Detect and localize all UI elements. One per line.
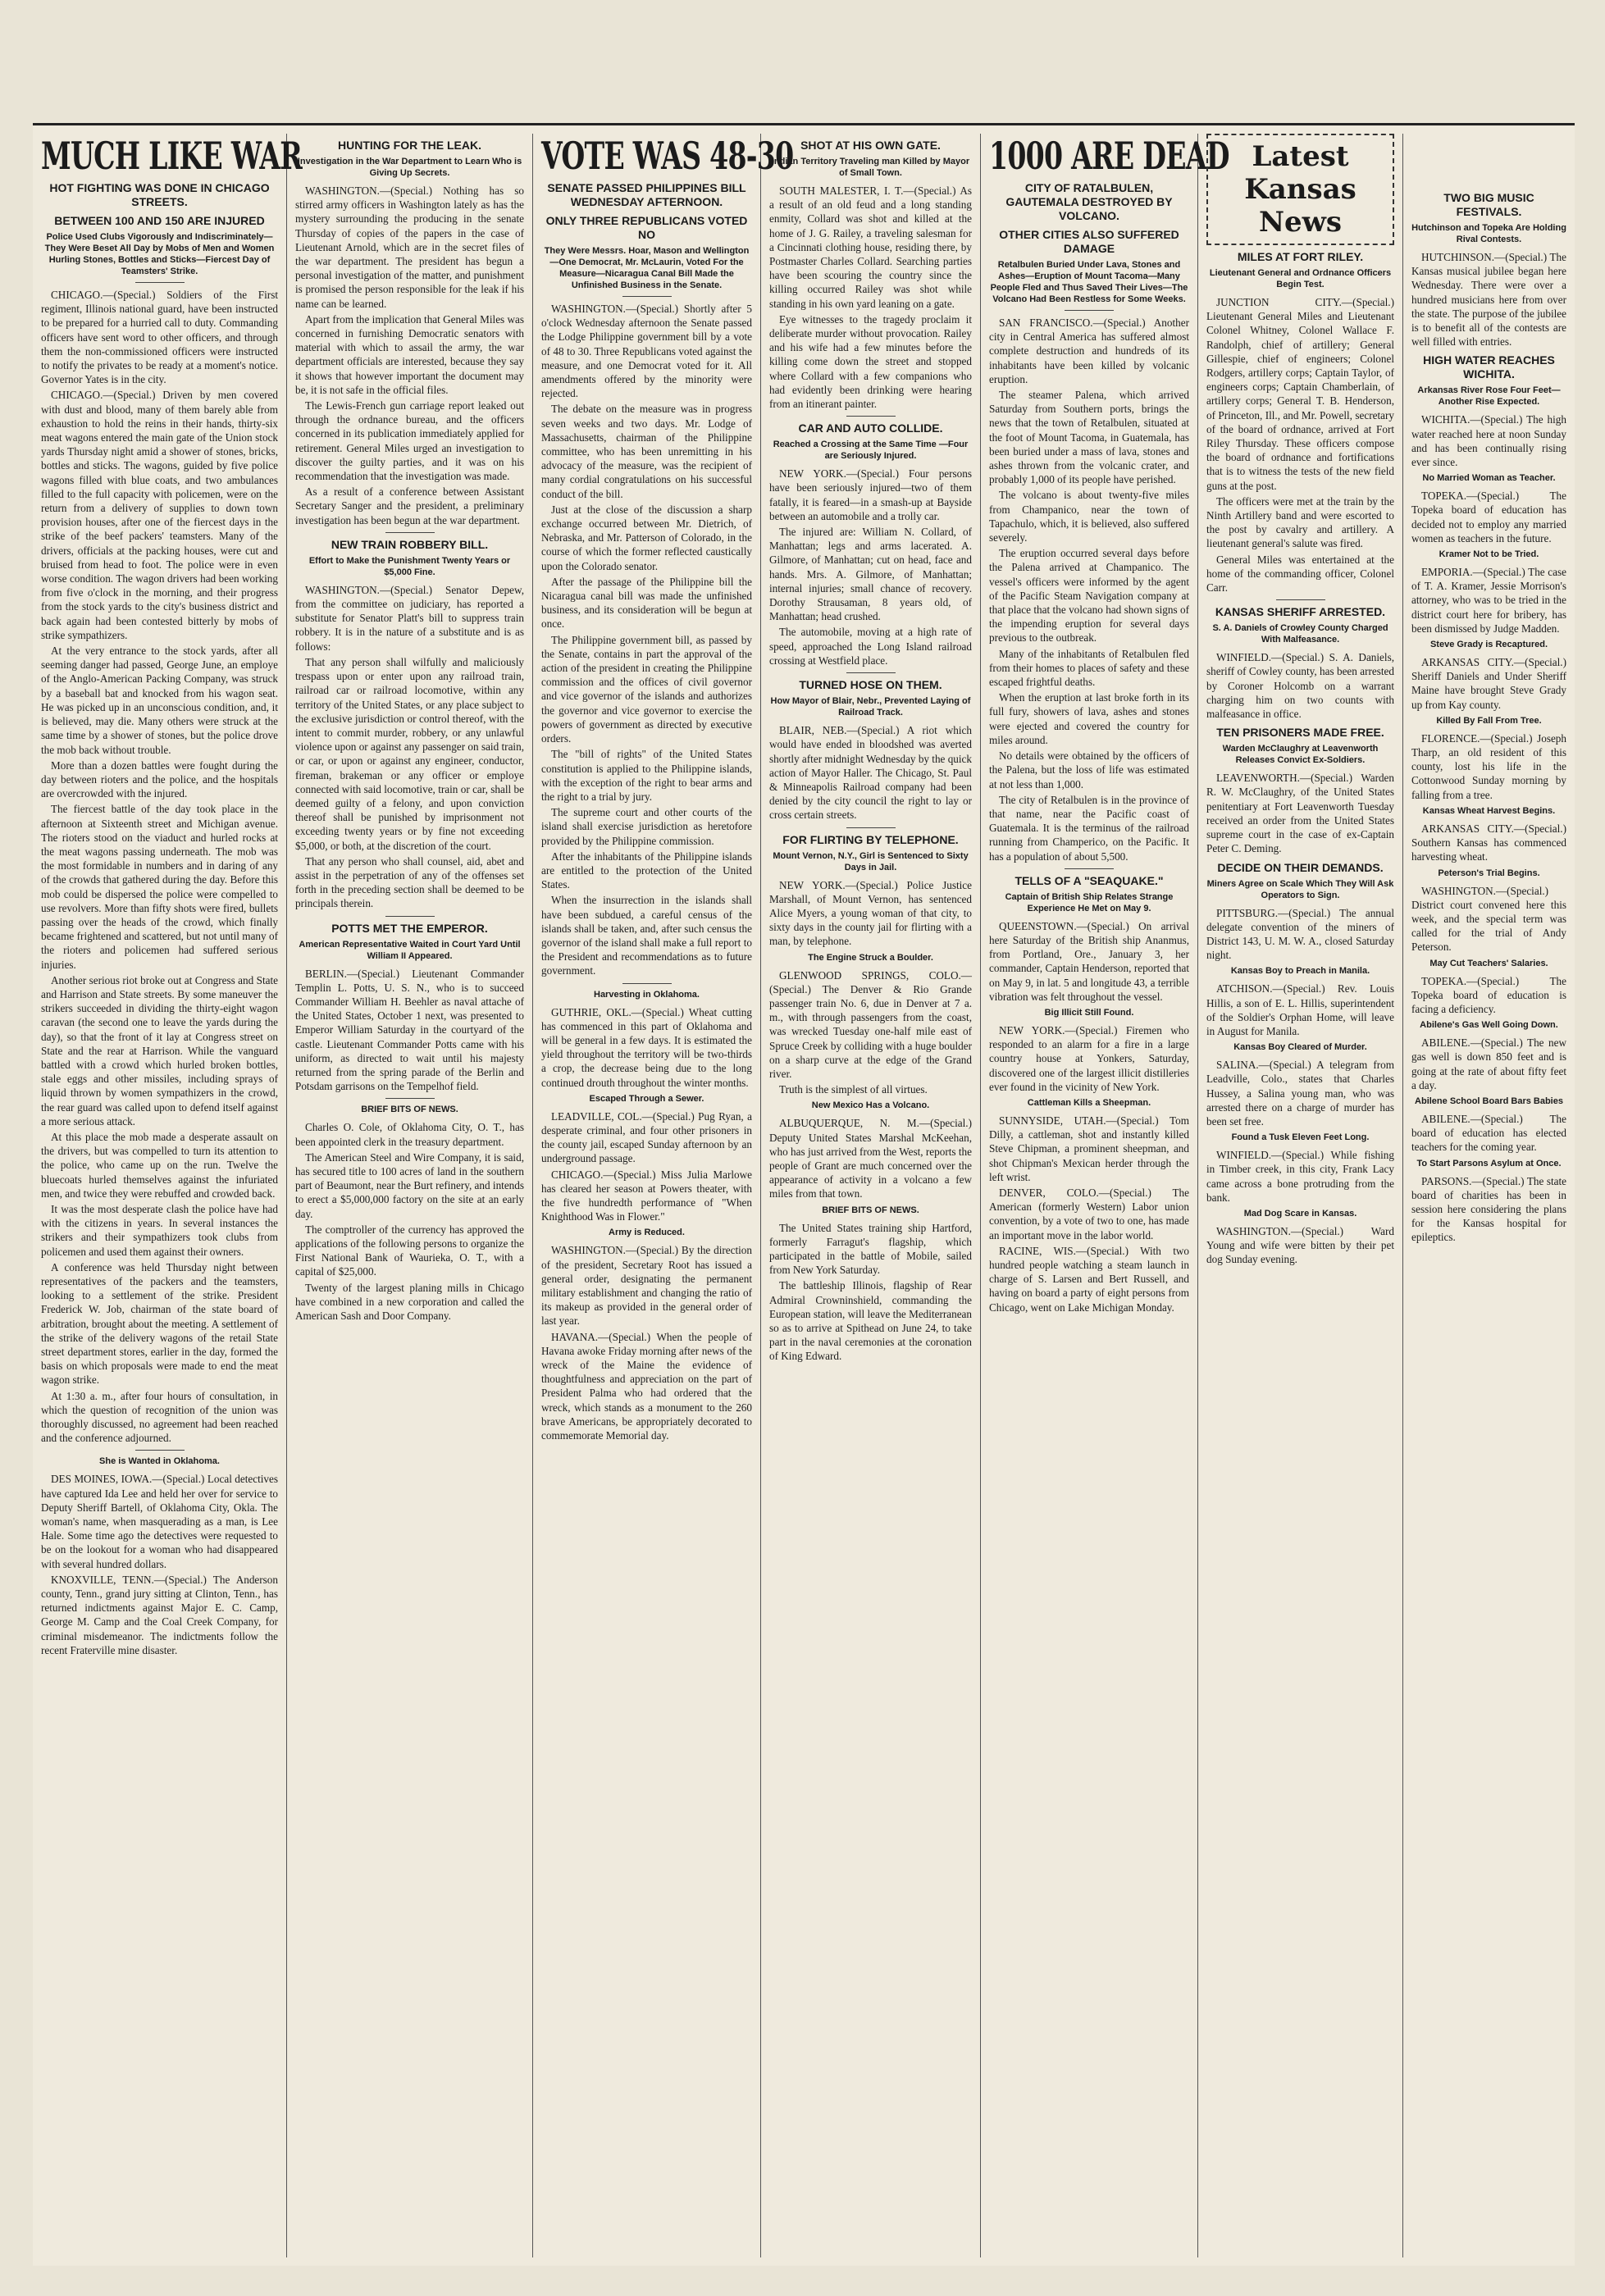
deck: Arkansas River Rose Four Feet—Another Rise Expected. <box>1417 385 1561 408</box>
paragraph: SAN FRANCISCO.—(Special.) Another city in Central America has suffered almost complete destruction and hundreds of its inhabitants have been killed by volcanic eruption. <box>989 317 1189 385</box>
paragraph: GLENWOOD SPRINGS, COLO.—(Special.) The Denver & Rio Grande passenger train No. 6, due in Denver at 7 a. m., with through passengers from the coast, was wrecked Tuesday one-half mile east of Spruce Creek by colliding with a huge boulder on a sharp curve at the edge of the Grand river. <box>769 968 972 1080</box>
column-7 <box>1403 134 1575 2257</box>
paragraph: WINFIELD.—(Special.) While fishing in Timber creek, in this city, Frank Lacy came across a bone protruding from the bank. <box>1206 1149 1394 1204</box>
divider <box>1276 599 1325 600</box>
paragraph: The debate on the measure was in progress seven weeks and two days. Mr. Lodge of Massachusetts, chairman of the Philippine committee, who has been unremitting in his advocacy of the measure, was the recipient of many cordial congratulations on his successful conduct of the bill. <box>541 403 752 500</box>
divider <box>385 1098 435 1099</box>
headline-much-like-war: MUCH LIKE WAR <box>41 134 303 178</box>
deck: OTHER CITIES ALSO SUFFERED DAMAGE <box>999 228 1179 255</box>
paragraph: When the eruption at last broke forth in its full fury, showers of lava, ashes and stones were ejected and covered the country for miles around. <box>989 691 1189 746</box>
deck: Police Used Clubs Vigorously and Indiscriminately—They Were Beset All Day by Mobs of Men and Women Hurling Stones, Bottles and Sticks—Fiercest Day of Teamsters' Strike. <box>44 232 275 276</box>
paragraph: The United States training ship Hartford, formerly Farragut's flagship, which participated in the battle of Mobile, sailed from New York Saturday. <box>769 1221 972 1277</box>
paragraph: The Philippine government bill, as passed by the Senate, contains in part the approval of the action of the president in creating the Philippine commission and the offices of civil governor and vice governor of the islands and authorizes the governor and vice governor to exercise the powers of government as directed by executive orders. <box>541 633 752 745</box>
paragraph: RACINE, WIS.—(Special.) With two hundred people watching a steam launch in charge of S. Larsen and Bert Russell, and having on board a party of eight persons from Chicago, went on Lake Michigan Monday. <box>989 1244 1189 1314</box>
paragraph: ATCHISON.—(Special.) Rev. Louis Hillis, a son of E. L. Hillis, superintendent of the Soldier's Orphan Home, will leave in August for Manila. <box>1206 982 1394 1037</box>
paragraph: When the insurrection in the islands shall have been subdued, a careful census of the islands shall be taken, and, after such census the governor of the island shall make a full report to the President and recommendations as to future government. <box>541 894 752 977</box>
paragraph: HUTCHINSON.—(Special.) The Kansas musical jubilee began here Wednesday. There were over a hundred musicians here from over the state. The purpose of the jubilee is to benefit all of the contests are well filled with entries. <box>1411 251 1566 348</box>
subhead: BRIEF BITS OF NEWS. <box>361 1105 458 1115</box>
paragraph: WASHINGTON.—(Special.) By the direction of the president, Secretary Root has issued a general order, designating the permanent military establishment and changing the ratio of its makeup as provided in the general order of last year. <box>541 1244 752 1328</box>
subhead: BRIEF BITS OF NEWS. <box>822 1205 919 1215</box>
divider <box>846 827 896 828</box>
paragraph: ARKANSAS CITY.—(Special.) Sheriff Daniels and Under Sheriff Maine have brought Steve Grady up from Kay county. <box>1411 656 1566 711</box>
column-4 <box>761 134 981 2257</box>
paragraph: WASHINGTON.—(Special.) Shortly after 5 o'clock Wednesday afternoon the Senate passed the Lodge Philippine government bill by a vote of 48 to 30. Three Republicans voted against the measure, and one Democrat voted for it. All amendments offered by the minority were rejected. <box>541 303 752 400</box>
paragraph: At 1:30 a. m., after four hours of consultation, in which the question of recognition of the union was thoroughly discussed, no agreement had been reached and the conference adjourned. <box>41 1389 278 1445</box>
paragraph: WASHINGTON.—(Special.) Nothing has so stirred army officers in Washington lately as has the mystery surrounding the producing in the senate Thursday of copies of the papers in the case of Lieutenant Arnold, which are in the secret files of the war department. The president has begun a personal investigation of the matter, and punishment is promised the person responsible for the leak if his name can be learned. <box>295 184 524 310</box>
paragraph: ARKANSAS CITY.—(Special.) Southern Kansas has commenced harvesting wheat. <box>1411 822 1566 863</box>
column-2 <box>287 134 533 2257</box>
paragraph: CHICAGO.—(Special.) Miss Julia Marlowe has cleared her season at Powers theater, with the five hundredth performance of "When Knighthood Was in Flower." <box>541 1168 752 1223</box>
divider <box>846 416 896 417</box>
paragraph: The injured are: William N. Collard, of Manhattan; legs and arms lacerated. A. Gilmore, of Manhattan; cut on head, face and hands. Mrs. A. Gilmore, of Manhattan; internal injuries; small chance of recovery. Dorothy Strausaman, 8 years old, of Manhattan; head crushed. <box>769 526 972 623</box>
paragraph: Twenty of the largest planing mills in Chicago have combined in a new corporation and called the American Sash and Door Company. <box>295 1281 524 1323</box>
column-3 <box>533 134 794 2257</box>
subhead: Found a Tusk Eleven Feet Long. <box>1231 1132 1370 1143</box>
paragraph: The comptroller of the currency has approved the applications of the following persons to organize the First National Bank of Waurieka, O. T., with a capital of $25,000. <box>295 1223 524 1278</box>
subhead: TURNED HOSE ON THEM. <box>799 678 942 692</box>
paragraph: Another serious riot broke out at Congress and State and Harrison and State streets. By some maneuver the strikers succeeded in dividing the thirty-eight wagon caravan (the second one to leave the yards during the day), so that the front of it lay at Congress street on State and the rear at Harrison. While the vanguard battled with a crowd which hurled broken bottles, stale eggs and other missiles, including sprays of liquid thrown by women sympathizers in the crowd, the rear guard was called upon to defend itself against a more serious attack. <box>41 973 278 1128</box>
deck: Captain of British Ship Relates Strange Experience He Met on May 9. <box>1005 891 1174 913</box>
paragraph: The Lewis-French gun carriage report leaked out through the ordnance bureau, and the officers concerned in its publication immediately applied for retirement. General Miles urged an investigation to discover the guilty parties, and it was on his recommendation that the investigation was made. <box>295 399 524 483</box>
subhead: KANSAS SHERIFF ARRESTED. <box>1215 605 1386 619</box>
paragraph: ABILENE.—(Special.) The board of education has elected teachers for the coming year. <box>1411 1112 1566 1154</box>
subhead: New Mexico Has a Volcano. <box>811 1100 930 1111</box>
headline-hunting-for-leak: HUNTING FOR THE LEAK. <box>338 139 481 152</box>
subhead: Steve Grady is Recaptured. <box>1429 640 1548 650</box>
deck: Lieutenant General and Ordnance Officers Begin Test. <box>1209 268 1392 289</box>
paragraph: Many of the inhabitants of Retalbulen fled from their homes to places of safety and these escaped frightful deaths. <box>989 647 1189 689</box>
paragraph: HAVANA.—(Special.) When the people of Havana awoke Friday morning after news of the wreck of the Maine the evidence of thoughtfulness and appreciation on the part of President Palma who had ordered that the wreck, which stands as a monument to the 260 brave Americans, be appropriately decorated to commemorate Memorial day. <box>541 1330 752 1442</box>
paragraph: The eruption occurred several days before the Palena arrived at Champanico. The vessel's officers were informed by the agent of the Pacific Steam Navigation company at that place that the volcano had shown signs of the impending eruption for several days previous to the outbreak. <box>989 547 1189 645</box>
subhead: TELLS OF A "SEAQUAKE." <box>1015 873 1164 887</box>
deck: ONLY THREE REPUBLICANS VOTED NO <box>545 214 748 241</box>
deck: CITY OF RATALBULEN, GAUTEMALA DESTROYED BY VOLCANO. <box>1005 181 1173 222</box>
deck: Indian Territory Traveling man Killed by Mayor of Small Town. <box>771 157 970 178</box>
paragraph: FLORENCE.—(Special.) Joseph Tharp, an old resident of this county, lost his life in the Cottonwood Sunday morning by falling from a tree. <box>1411 731 1566 801</box>
subhead: Abilene's Gas Well Going Down. <box>1420 1020 1558 1031</box>
paragraph: WASHINGTON.—(Special.) Ward Young and wife were bitten by their pet dog Sunday evening. <box>1206 1224 1394 1266</box>
paragraph: SALINA.—(Special.) A telegram from Leadville, Colo., states that Charles Hussey, a Salina young man, who was arrested there on a charge of murder has been set free. <box>1206 1059 1394 1128</box>
paragraph: QUEENSTOWN.—(Special.) On arrival here Saturday of the British ship Ananmus, from Portland, Ore., January 3, her commander, Captain Henderson, reported that on May 9, in lat. 5 and longitude 43, a terrible vibration was felt throughout the vessel. <box>989 919 1189 1003</box>
subhead: NEW TRAIN ROBBERY BILL. <box>331 537 489 551</box>
subhead: No Married Woman as Teacher. <box>1422 473 1556 484</box>
paragraph: ALBUQUERQUE, N. M.—(Special.) Deputy United States Marshal McKeehan, who has just arrived from the West, reports the people of Grant are much concerned over the appearance of activity in a volcano a few miles from that town. <box>769 1117 972 1200</box>
subhead: Kansas Wheat Harvest Begins. <box>1422 805 1556 816</box>
paragraph: SUNNYSIDE, UTAH.—(Special.) Tom Dilly, a cattleman, shot and instantly killed Steve Chipman, a prominent sheepman, and shot Chipman's Mexican herder through the left wrist. <box>989 1114 1189 1183</box>
paragraph: After the passage of the Philippine bill the Nicaragua canal bill was made the unfinished business, and its consideration will be begun at once. <box>541 575 752 631</box>
paragraph: At the very entrance to the stock yards, after all seeming danger had passed, George June, an employe of the Anglo-American Packing Company, was struck by a baseball bat and knocked from his wagon seat. He was picked up in an unconscious condition, and, it is believed, may die. Many others were struck at the same time by a shower of stones, but the police drove the mob back without trouble. <box>41 645 278 756</box>
paragraph: The city of Retalbulen is in the province of that name, near the Pacific coast of Guatemala. It is the terminus of the railroad running from Champerico, on the Pacific. It has a population of about 5,500. <box>989 793 1189 863</box>
headline-shot-at-gate: SHOT AT HIS OWN GATE. <box>800 139 941 152</box>
subhead: POTTS MET THE EMPEROR. <box>331 921 488 935</box>
subhead: Mad Dog Scare in Kansas. <box>1243 1208 1357 1219</box>
paragraph: WICHITA.—(Special.) The high water reached here at noon Sunday and has been continually rising ever since. <box>1411 413 1566 469</box>
paragraph: SOUTH MALESTER, I. T.—(Special.) As a result of an old feud and a long standing enmity, Collard was shot and killed at the home of J. G. Railey, a traveling salesman for a Cincinnati clothing house, residing there, by Postmaster Charles Collard. Searching parties have been scouring the country since the killing occurred Railey was shot while standing in his own yard leaning on a gate. <box>769 184 972 310</box>
paragraph: General Miles was entertained at the home of the commanding officer, Colonel Carr. <box>1206 553 1394 594</box>
subhead: TEN PRISONERS MADE FREE. <box>1216 726 1384 740</box>
subhead: HIGH WATER REACHES WICHITA. <box>1423 353 1555 381</box>
paragraph: It was the most desperate clash the police have had with the citizens in years. In several instances the strikers and their sympathizers took clubs from policemen and used them against their owners. <box>41 1203 278 1258</box>
subhead: May Cut Teachers' Salaries. <box>1429 958 1548 968</box>
paragraph: Charles O. Cole, of Oklahoma City, O. T., has been appointed clerk in the treasury department. <box>295 1121 524 1148</box>
paragraph: Just at the close of the discussion a sharp exchange occurred between Mr. Dietrich, of Nebraska, and Mr. Patterson of Colorado, in the course of which the former reflected caustically upon the Colorado senator. <box>541 503 752 572</box>
divider <box>622 296 672 297</box>
paragraph: WASHINGTON.—(Special.) Senator Depew, from the committee on judiciary, has reported a substitute for Senator Platt's bill to suppress train robbery. It is in the nature of a substitute and is as follows: <box>295 583 524 653</box>
paragraph: The battleship Illinois, flagship of Rear Admiral Crowninshield, commanding the European station, will leave the Mediterranean so as to arrive at Spithead on June 24, to take part in the naval ceremonies at the coronation of King Edward. <box>769 1279 972 1363</box>
subhead: Kansas Boy to Preach in Manila. <box>1230 966 1370 977</box>
deck: Miners Agree on Scale Which They Will Ask Operators to Sign. <box>1206 878 1394 900</box>
paragraph: A conference was held Thursday night between representatives of the packers and the teamsters, looking to a settlement of the strike. President Frederick W. Job, chairman of the state board of arbitration, brought about the meeting. A settlement of the strike of the delivery wagons of the retail State street department stores, earlier in the day, formed the basis on which proposals were made to end the meat wagon strike. <box>41 1260 278 1387</box>
column-1 <box>33 134 303 2257</box>
subhead: The Engine Struck a Boulder. <box>808 952 933 963</box>
paragraph: The American Steel and Wire Company, it is said, has secured title to 100 acres of land in the southern part of Beaumont, near the Burt refinery, and intends to erect a $5,000,000 factory on the site at an early day. <box>295 1150 524 1220</box>
paragraph: At this place the mob made a desperate assault on the drivers, but was compelled to turn its attention to the police, who came up on the run. Twelve the bluecoats hurled themselves against the infuriated men, and twice they were rebuffed and crowded back. <box>41 1130 278 1200</box>
divider <box>622 983 672 984</box>
paragraph: The automobile, moving at a high rate of speed, approached the Long Island railroad crossing at Westfield place. <box>769 626 972 667</box>
paragraph: Truth is the simplest of all virtues. <box>779 1083 928 1096</box>
paragraph: LEAVENWORTH.—(Special.) Warden R. W. McClaughry, of the United States penitentiary at Fort Leavenworth Tuesday received an order from the United States supreme court in the case of ex-Captain Peter C. Deming. <box>1206 772 1394 855</box>
paragraph: WASHINGTON.—(Special.) District court convened here this week, and the special term was called for the trial of Andy Peterson. <box>1411 884 1566 954</box>
paragraph: BERLIN.—(Special.) Lieutenant Commander Templin L. Potts, U. S. N., who is to succeed Commander William H. Beehler as naval attache of the United States, October 1 next, was presented to Emperor William Saturday in the courtyard of the castle. Lieutenant Commander Potts came with his uniform, as directed to wait until his majesty returned from the spring parade of the Berlin and Potsdam garrisons on the Tempelhof field. <box>295 967 524 1093</box>
paragraph: WINFIELD.—(Special.) S. A. Daniels, sheriff of Cowley county, has been arrested by Coroner Holcomb on a warrant charging him on two counts with malfeasance in office. <box>1206 651 1394 721</box>
deck: Effort to Make the Punishment Twenty Years or $5,000 Fine. <box>308 555 511 577</box>
paragraph: The supreme court and other courts of the island shall exercise jurisdiction as heretofore provided by the Philippine commission. <box>541 806 752 847</box>
paragraph: EMPORIA.—(Special.) The case of T. A. Kramer, Jessie Morrison's attorney, who was to be tried in the district court here for bribery, has been dismissed by Judge Madden. <box>1411 566 1566 635</box>
kansas-news-banner: Latest Kansas News <box>1206 134 1394 245</box>
headline-1000-are-dead: 1000 ARE DEAD <box>989 134 1229 178</box>
deck: TWO BIG MUSIC FESTIVALS. <box>1443 191 1534 218</box>
paragraph: The volcano is about twenty-five miles from Champanico, near the town of Tapachulo, which, it is believed, also suffered severely. <box>989 489 1189 544</box>
deck: How Mayor of Blair, Nebr., Prevented Laying of Railroad Track. <box>770 696 971 718</box>
deck: BETWEEN 100 AND 150 ARE INJURED <box>54 214 265 227</box>
newspaper-page <box>33 123 1575 2266</box>
paragraph: TOPEKA.—(Special.) The Topeka board of education has decided not to employ any married women as teachers in the future. <box>1411 490 1566 544</box>
paragraph: PARSONS.—(Special.) The state board of charities has been in session here considering the plans for the Kansas hospital for epileptics. <box>1411 1174 1566 1244</box>
deck: SENATE PASSED PHILIPPINES BILL WEDNESDAY AFTERNOON. <box>547 181 746 208</box>
deck: Mount Vernon, N.Y., Girl is Sentenced to Sixty Days in Jail. <box>773 850 969 872</box>
paragraph: The fiercest battle of the day took place in the afternoon at Sixteenth street and Michigan avenue. The rioters stood on the viaduct and hurled rocks at the meat wagons passing underneath. The mob was the most formidable in numbers and in daring of any of the crowds that gathered during the day. Before this mob could be dispersed the police were compelled to use revolvers. More than fifty shots were fired, bullets passing over the heads of the crowd, which finally became frightened and scattered, but not until many of the rioters and policemen had suffered serious injuries. <box>41 803 278 971</box>
deck: S. A. Daniels of Crowley County Charged With Malfeasance. <box>1212 623 1388 645</box>
subhead: DECIDE ON THEIR DEMANDS. <box>1217 860 1384 874</box>
deck: MILES AT FORT RILEY. <box>1237 250 1364 263</box>
paragraph: More than a dozen battles were fought during the day between rioters and the police, and the hospitals are overcrowded with the injured. <box>41 758 278 800</box>
deck: Reached a Crossing at the Same Time —Four are Seriously Injured. <box>773 440 969 462</box>
paragraph: KNOXVILLE, TENN.—(Special.) The Anderson county, Tenn., grand jury sitting at Clinton, Tenn., has returned indictments against Major E. C. Camp, George M. Camp and the Coal Creek Company, for criminal misdemeanor. The indictments follow the recent Fraterville mine disaster. <box>41 1573 278 1656</box>
paragraph: Eye witnesses to the tragedy proclaim it deliberate murder without provocation. Railey and his wife had a few minutes before the killing come down the street and stopped where Collard with a few companions who had evidently been drinking were hearing from an itinerant painter. <box>769 312 972 411</box>
subhead: Kramer Not to be Tried. <box>1439 549 1539 560</box>
paragraph: That any person who shall counsel, aid, abet and assist in the perpetration of any of the offenses set forth in the preceding section shall be deemed to be principals therein. <box>295 854 524 910</box>
headline-vote-was: VOTE WAS 48-30 <box>541 134 794 178</box>
paragraph: LEADVILLE, COL.—(Special.) Pug Ryan, a desperate criminal, and four other prisoners in the county jail, escaped Sunday afternoon by an underground passage. <box>541 1109 752 1165</box>
deck: Warden McClaughry at Leavenworth Releases Convict Ex-Soldiers. <box>1222 744 1379 766</box>
divider <box>135 282 185 283</box>
divider <box>1065 310 1114 311</box>
subhead: Army is Reduced. <box>609 1228 685 1238</box>
paragraph: The steamer Palena, which arrived Saturday from Southern ports, brings the news that the town of Retalbulen, situated at the foot of Mount Tacoma, in Guatemala, has been buried under a mass of lava, stones and ashes thrown from the volcanic crater, and probably 1,000 of its people have perished. <box>989 389 1189 486</box>
paragraph: DENVER, COLO.—(Special.) The American (formerly Western) Labor union convention, by a vote of two to one, has made an important move in the labor world. <box>989 1186 1189 1241</box>
subhead: To Start Parsons Asylum at Once. <box>1416 1158 1562 1168</box>
paragraph: Apart from the implication that General Miles was concerned in furnishing Democratic senators with material with which to assail the army, the war department officials are interested, because they say it shows that however important the document may be, it is not safe in the official files. <box>295 312 524 396</box>
deck: HOT FIGHTING WAS DONE IN CHICAGO STREETS. <box>49 181 270 208</box>
paragraph: BLAIR, NEB.—(Special.) A riot which would have ended in bloodshed was averted shortly after midnight Wednesday by the quick action of Mayor Haller. The Chicago, St. Paul & Minneapolis Railroad company had been denied by the city council the right to lay or cross certain streets. <box>769 724 973 822</box>
subhead: Harvesting in Oklahoma. <box>594 989 700 1000</box>
subhead: Peterson's Trial Begins. <box>1438 868 1540 878</box>
deck: They Were Messrs. Hoar, Mason and Wellington—One Democrat, Mr. McLaurin, Voted For the Measure—Nicaragua Canal Bill Made the Unfinished Business in the Senate. <box>544 246 750 290</box>
divider <box>135 1450 185 1451</box>
paragraph: The "bill of rights" of the United States constitution is applied to the Philippine islands, with the exception of the right to bear arms and the right to a trial by jury. <box>541 748 752 803</box>
divider <box>385 532 435 533</box>
paragraph: CHICAGO.—(Special.) Driven by men covered with dust and blood, many of them barely able from exhaustion to hold the reins in their hands, thirty-six meat wagons entered the main gate of the Union stock yards Thursday night amid a shower of stones, bricks, bottles and sticks. The wagons, guided by five police wagons filled with blue coats, and two ambulances filled to the full capacity with policemen, were on the return from a delivery of supplies to down town provision houses, after one of the fiercest days in the strike of the beef packers' teamsters. Many of the drivers, officials at the packing houses, were cut and bruised from head to foot. The police were in even worse condition. The wagon drivers had been working from five o'clock in the morning, and their progress from the stock yards to the city's business district and back again had been contested bitterly by mobs of strike sympathizers. <box>41 389 278 641</box>
column-5 <box>981 134 1229 2257</box>
paragraph: CHICAGO.—(Special.) Soldiers of the First regiment, Illinois national guard, have been instructed to be prepared for a hurried call to duty. Commanding officers have sent word to other officers, and through them the non-commissioned officers were instructed to notify the privates to be ready at a moment's notice. Governor Yates is in the city. <box>41 289 278 386</box>
paragraph: That any person shall wilfully and maliciously trespass upon or enter upon any railroad train, railroad car or railroad locomotive, within any territory of the United States, or any place subject to the exclusive jurisdiction or control thereof, with the intent to commit murder, robbery, or any unlawful violence upon or against any passenger on said train, or car, or upon or against any engineer, conductor, fireman, brakeman or any officer or employe connected with said locomotive, train or car, shall be deemed guilty of a felony, and upon conviction thereof shall be punished by imprisonment not exceeding twenty years or by fine not exceeding $5,000, or both, at the discretion of the court. <box>295 655 524 852</box>
paragraph: NEW YORK.—(Special.) Police Justice Marshall, of Mount Vernon, has sentenced Alice Myers, a young woman of that city, to sixty days in the county jail for flirting with a man, by telephone. <box>769 878 972 948</box>
subhead: FOR FLIRTING BY TELEPHONE. <box>782 832 959 846</box>
banner-spacer <box>1411 134 1566 186</box>
subhead: CAR AND AUTO COLLIDE. <box>798 421 943 435</box>
divider <box>385 916 435 917</box>
subhead: Abilene School Board Bars Babies <box>1415 1096 1563 1106</box>
paragraph: The officers were met at the train by the Ninth Artillery band and were escorted to the post by cavalry and artillery. A lieutenant general's salute was fired. <box>1206 494 1394 550</box>
subhead: Cattleman Kills a Sheepman. <box>1027 1097 1151 1108</box>
subhead: Killed By Fall From Tree. <box>1436 715 1542 726</box>
paragraph: NEW YORK.—(Special.) Four persons have been seriously injured—two of them fatally, it is feared—in a smash-up at Bayside between an automobile and a trolly car. <box>769 467 972 522</box>
column-6 <box>1198 134 1403 2257</box>
paragraph: NEW YORK.—(Special.) Firemen who responded to an alarm for a fire in a large country house at Yonkers, Saturday, discovered one of the largest illicit distilleries ever found in the vicinity of New York. <box>989 1023 1189 1093</box>
deck: Retalbulen Buried Under Lava, Stones and Ashes—Eruption of Mount Tacoma—Many People Fled and Thus Saved Their Lives—The Volcano Had Been Restless for Some Weeks. <box>990 260 1188 304</box>
paragraph: After the inhabitants of the Philippine islands are entitled to the protection of the United States. <box>541 850 752 891</box>
paragraph: DES MOINES, IOWA.—(Special.) Local detectives have captured Ida Lee and held her over for service to Deputy Sheriff Bartell, of Oklahoma City, Okla. The woman's name, when masquerading as a man, is Lee Hale. Some time ago the detectives were requested to be on the lookout for a woman who had disappeared with several hundred dollars. <box>41 1473 278 1570</box>
subhead: Kansas Boy Cleared of Murder. <box>1233 1042 1367 1053</box>
divider <box>846 672 896 673</box>
deck: Investigation in the War Department to Learn Who is Giving Up Secrets. <box>297 157 522 178</box>
subhead: Escaped Through a Sewer. <box>589 1093 704 1104</box>
paragraph: ABILENE.—(Special.) The new gas well is down 850 feet and is going at the rate of about fifty feet a day. <box>1411 1036 1566 1091</box>
subhead: Big Illicit Still Found. <box>1044 1007 1134 1018</box>
paragraph: PITTSBURG.—(Special.) The annual delegate convention of the miners of District 143, U. M. W. A., closed Saturday night. <box>1206 906 1394 962</box>
paragraph: TOPEKA.—(Special.) The Topeka board of education is facing a deficiency. <box>1411 974 1566 1015</box>
paragraph: As a result of a conference between Assistant Secretary Sanger and the president, a preliminary investigation has been begun at the war department. <box>295 485 524 526</box>
divider <box>1065 868 1114 869</box>
subhead: She is Wanted in Oklahoma. <box>99 1456 220 1467</box>
deck: American Representative Waited in Court Yard Until William II Appeared. <box>299 939 521 961</box>
deck: Hutchinson and Topeka Are Holding Rival Contests. <box>1411 223 1566 244</box>
paragraph: GUTHRIE, OKL.—(Special.) Wheat cutting has commenced in this part of Oklahoma and will be general in a few days. It is estimated the yield throughout the territory will be two-thirds a crop, the decrease being due to the long continued drouth throughout the winter months. <box>541 1005 752 1089</box>
paragraph: No details were obtained by the officers of the Palena, but the loss of life was estimated at not less than 1,000. <box>989 749 1189 790</box>
paragraph: JUNCTION CITY.—(Special.) Lieutenant General Miles and Lieutenant Colonel Whitney, Colonel Wallace F. Randolph, chief of artillery; General Gillespie, chief of engineers; Colonel Rodgers, artillery corps; Captain Taylor, of engineers corps; Captain Chamberlain, of artillery corps; General T. B. Henderson, of Princeton, Ill., and Mr. Powell, secretary of the board of ordnance, arrived at Fort Riley Thursday. These officers compose the board of ordnance and fortifications that is to witness the tests of the new field guns at the post. <box>1206 296 1394 492</box>
